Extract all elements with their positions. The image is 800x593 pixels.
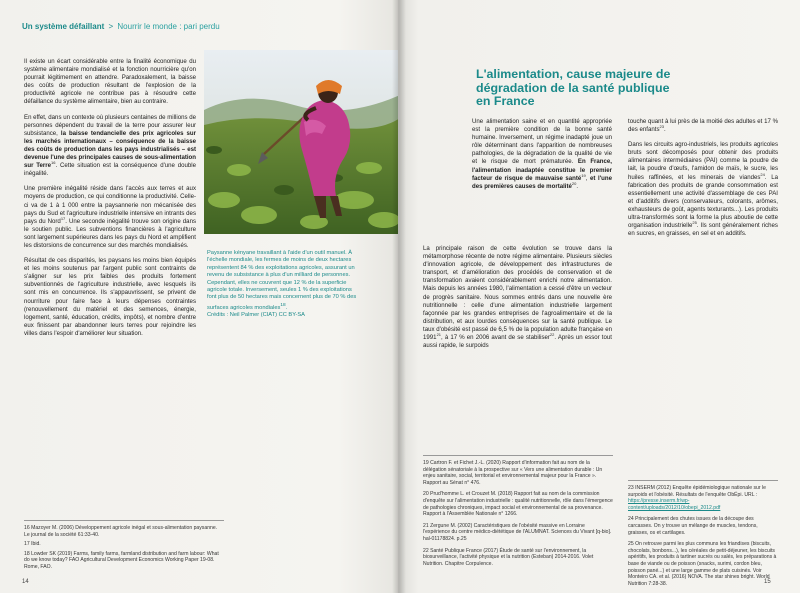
footnote: 21 Zergune M. (2002) Caractéristiques de l'obésité massive en Lorraine l'expérience du centre médico-diététique de l'ALUMNAT. Sciences du Vivant [q-bio]. hal-01178824. p.25 <box>423 522 612 542</box>
page-number-right: 15 <box>764 579 771 585</box>
footnotes-right-page-col1 <box>423 455 613 572</box>
footnote: 16 Mazoyer M. (2006) Développement agricole inégal et sous-alimentation paysanne. Le journal de la société 61:33-40. <box>24 525 218 538</box>
section-title: L'alimentation, cause majeure de dégradation de la santé publique en France <box>476 67 671 109</box>
breadcrumb <box>22 22 220 31</box>
caption-text: Paysanne kényane travaillant à l'aide d'un outil manuel. À l'échelle mondiale, les fermes de moins de deux hectares représentent 84 % des exploitations agricoles, assurant un revenu de subsistance à plus d'un milliard de personnes. Cependant, elles ne couvrent que 12 % de la superficie agricole totale. Inversement, seules 1 % des exploitations font plus de 50 hectares mais concernent plus de 70 % des surfaces agricoles mondiales <box>207 250 357 311</box>
gutter-shadow <box>392 0 406 593</box>
right-main-column <box>423 245 612 357</box>
footnotes-right-page-col2 <box>628 480 778 592</box>
inserm-link[interactable]: https://presse.inserm.fr/wp-content/uploads/2012/10/obepi_2012.pdf <box>628 498 721 511</box>
paragraph: touche quant à lui près de la moitié des adultes et 17 % des enfants$^{23}$. <box>628 118 778 134</box>
footnote: 23 INSERM (2012) Enquête épidémiologique nationale sur le surpoids et l'obésité. Résultats de l'enquête ObÉpi. URL : https://presse.inserm.fr/wp-content/uploads/2012/10/obepi_2012.pdf <box>628 485 766 511</box>
right-intro-column <box>472 118 612 198</box>
footnote: 20 Prud'homme L. et Crouzet M. (2018) Rapport fait au nom de la commission d'enquête sur l'alimentation industrielle : qualité nutritionnelle, rôle dans l'émergence de pathologies chroniques, impact social et environnemental de sa provenance. Rapport à l'Assemblée Nationale n° 1266. <box>423 491 613 518</box>
farmer-photo <box>204 50 398 234</box>
right-second-column <box>628 118 778 245</box>
breadcrumb-subsection: Nourrir le monde : pari perdu <box>117 22 220 31</box>
paragraph: Résultat de ces disparités, les paysans les moins bien équipés et les moins soutenus par l'argent public sont contraints de s'aligner sur les prix faibles des produits fortement subventionnés de l'agriculture industrielle, avec lesquels ils sont mis en concurrence. Ils s'appauvrissent, se privent de nourriture pour faire face à leurs dépenses contraintes (renouvellement du matériel et des semences, énergie, logement, santé, éducation, crédits, impôts), et nombre d'entre eux finissent par abandonner leurs terres pour rejoindre les villes dans l'espoir d'améliorer leur situation. <box>24 257 196 337</box>
footnote: 19 Cartron F. et Fichet J.-L. (2020) Rapport d'information fait au nom de la délégation sénatoriale à la prospective sur « Vers une alimentation durable : Un enjeu sanitaire, social, territorial et environnemental majeur pour la France ». Rapport au Sénat n° 476. <box>423 460 603 486</box>
left-page <box>0 0 398 593</box>
paragraph: Une alimentation saine et en quantité appropriée est la première condition de la bonne santé humaine. Inversement, un régime inadapté joue un rôle déterminant dans l'apparition de nombreuses pathologies, de la dégradation de la qualité de vie et le risque de mort prématurée. En France, l'alimentation inadaptée constitue le premier facteur de risque de mauvaise santé$^{19}$, et l'une des premières causes de mortalité$^{20}$. <box>472 118 613 190</box>
photo-caption: Paysanne kényane travaillant à l'aide d'un outil manuel. À l'échelle mondiale, les fermes de moins de deux hectares représentent 84 % des exploitations agricoles, assurant un revenu de subsistance à plus d'un milliard de personnes. Cependant, elles ne couvrent que 12 % de la superficie agricole totale. Inversement, seules 1 % des exploitations font plus de 50 hectares mais concernent plus de 70 % des surfaces agricoles mondiales$^{18}$. Crédits : Neil Palmer (CIAT) CC BY-SA <box>207 250 357 319</box>
breadcrumb-separator: > <box>108 22 114 31</box>
breadcrumb-section: Un système défaillant <box>22 22 105 31</box>
footnote: 18 Lowder SK (2019) Farms, family farms, farmland distribution and farm labour: What do we know today? FAO Agricultural Development Economics Working Paper 19-08. Rome, FAO. <box>24 550 219 570</box>
paragraph: En effet, dans un contexte où plusieurs centaines de millions de personnes dépendent du travail de la terre pour assurer leur subsistance, la baisse tendancielle des prix agricoles sur les marchés internationaux – conséquence de la baisse des coûts de production dans les pays industrialisés – est devenue l'une des principales causes de sous-alimentation sur Terre$^{16}$. Cette situation est la conséquence d'une double inégalité. <box>24 113 196 178</box>
footnotes-left-page <box>24 520 224 574</box>
paragraph: La principale raison de cette évolution se trouve dans la métamorphose récente de notre régime alimentaire. Plusieurs siècles d'innovation agricole, de développement des infrastructures de transport, et d'amélioration des procédés de conservation et de transformation avaient considérablement enrichi notre alimentation. Mais depuis les années 1980, l'alimentation a cessé d'être un vecteur de progrès sanitaire. Nous sommes entrés dans une nouvelle ère nutritionnelle : celle d'une alimentation industrielle largement façonnée par les grandes entreprises de l'agroalimentaire et de la distribution, et aux lourdes conséquences sur la santé publique. Le taux d'obésité est passé de 6,5 % de la population adulte française en 1991$^{21}$, à 17 % en 2006 avant de se stabiliser$^{22}$. Après un essor tout aussi rapide, le surpoids <box>423 245 612 350</box>
footnote: 17 Ibid. <box>24 541 41 548</box>
footnote: 22 Santé Publique France (2017) Étude de santé sur l'environnement, la biosurveillance, l'activité physique et la nutrition (Esteban) 2014-2016. Volet Nutrition. Chapitre Corpulence. <box>423 547 594 567</box>
paragraph: Dans les circuits agro-industriels, les produits agricoles bruts sont décomposés pour obtenir des produits alimentaires intermédiaires (PAI) comme la poudre de lait, la poudre d'œufs, l'amidon de maïs, le sucre, les huiles raffinées, et les minerais de viandes$^{24}$. La fabrication des produits de grande consommation est essentiellement une activité d'assemblage de ces PAI et d'additifs divers (conservateurs, colorants, arômes, exhausteurs de goût, agents texturants...). Les produits ultra-transformés sont la forme la plus aboutie de cette organisation industrielle$^{25}$. Ils sont généralement riches en sucres, en graisses, en sel et en additifs. <box>628 141 778 238</box>
page-number-left: 14 <box>22 579 29 585</box>
left-body-column <box>24 58 196 345</box>
paragraph: Une première inégalité réside dans l'accès aux terres et aux moyens de production, ce qui conditionne la productivité. Celle-ci va de 1 à 1 000 entre la paysannerie non mécanisée des pays du Sud et l'agriculture industrielle intensive en intrants des pays du Nord$^{17}$. Une seconde inégalité trouve son origine dans le soutien public. Les subventions financières à l'agriculture sont largement supérieures dans les pays du Nord et amplifient les distorsions de concurrence sur des marchés mondialisés. <box>24 185 197 249</box>
footnote: 24 Principalement des chutes issues de la découpe des carcasses. On y trouve un mélange de muscles, tendons, graisses, os et cartilages. <box>628 516 758 536</box>
footnote: 25 On retrouve parmi les plus communs les friandises (biscuits, chocolats, bonbons...), les céréales de petit-déjeuner, les biscuits apéritifs, les produits à tartiner sucrés ou salés, les préparations à base de viande ou de poisson (snacks, surimi, cordon bleu, poisson pané...) et une large gamme de plats cuisinés. Voir Monteiro CA. et al. (2016) NOVA. The star shines bright. World Nutrition 7:28-38. <box>628 541 777 587</box>
paragraph: Il existe un écart considérable entre la finalité économique du système alimentaire mondialisé et la fonction nourricière qu'on pourrait légitimement en attendre. Paradoxalement, la baisse des coûts de production résultant de l'explosion de la productivité agricole ne contribue pas à résoudre cette défaillance du système alimentaire, bien au contraire. <box>24 58 196 106</box>
photo-credit: Crédits : Neil Palmer (CIAT) CC BY-SA <box>207 312 305 319</box>
